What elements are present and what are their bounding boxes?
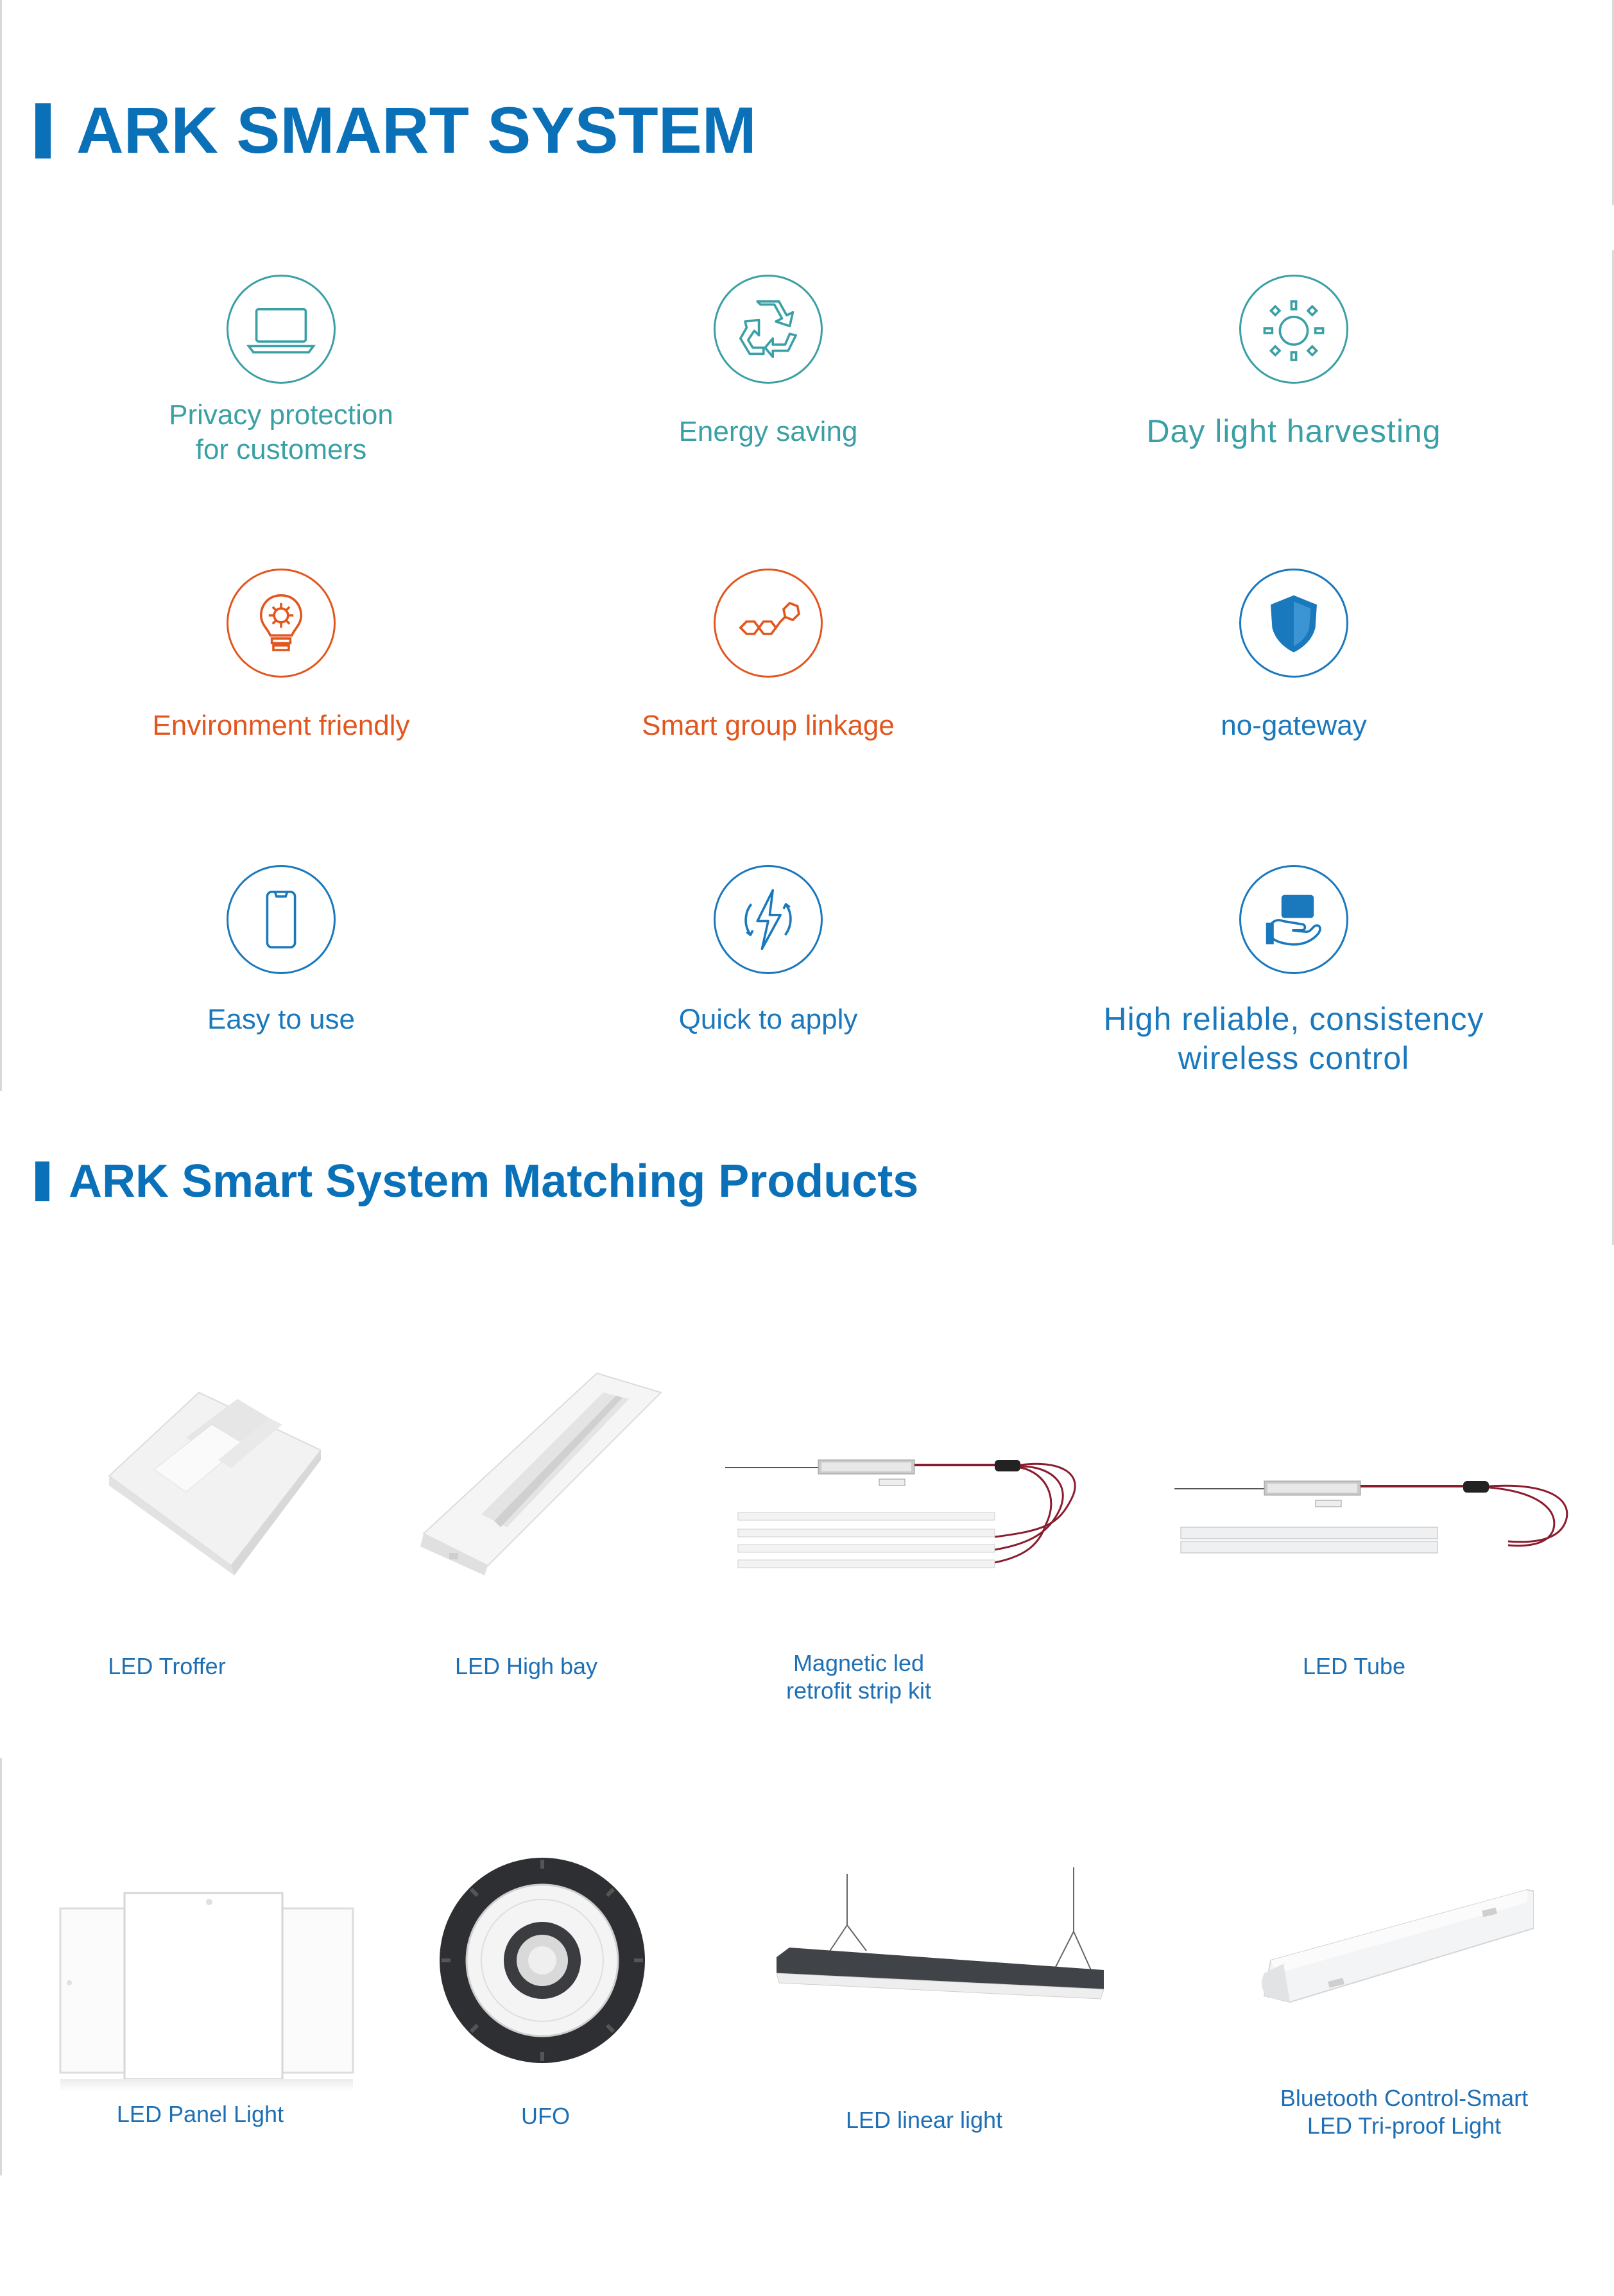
feature-privacy-protection xyxy=(37,275,525,467)
feature-label: Privacy protection for customers xyxy=(169,399,393,465)
led-troffer-image xyxy=(90,1386,321,1579)
page-title xyxy=(35,93,757,168)
feature-label: no-gateway xyxy=(1221,710,1367,741)
feature-smart-group-linkage xyxy=(524,569,1012,743)
feature-label: Smart group linkage xyxy=(642,710,895,741)
feature-quick-to-apply xyxy=(524,865,1012,1037)
heading-bar-marker xyxy=(35,1161,49,1201)
feature-no-gateway xyxy=(1050,569,1538,743)
shield-icon xyxy=(1239,569,1348,678)
lightning-cycle-icon xyxy=(714,865,823,974)
product-label-led-panel-light: LED Panel Light xyxy=(116,2101,284,2127)
left-border-line-2 xyxy=(0,1758,2,2175)
ufo-light-image xyxy=(436,1855,648,2066)
product-label-led-tube: LED Tube xyxy=(1302,1653,1406,1679)
product-label-tri-proof-light: Bluetooth Control-Smart LED Tri-proof Light xyxy=(1280,2085,1529,2139)
hand-control-icon xyxy=(1239,865,1348,974)
product-label-led-linear-light: LED linear light xyxy=(845,2107,1003,2133)
feature-environment-friendly xyxy=(37,569,525,743)
tri-proof-light-image xyxy=(1251,1883,1534,2012)
feature-label: Environment friendly xyxy=(152,710,410,741)
sun-icon xyxy=(1239,275,1348,384)
product-label-ufo: UFO xyxy=(521,2103,570,2129)
product-label-magnetic-strip-kit: Magnetic led retrofit strip kit xyxy=(786,1650,932,1704)
title-bar-marker xyxy=(35,103,51,158)
product-label-led-high-bay: LED High bay xyxy=(454,1653,598,1679)
feature-high-reliable-wireless-control xyxy=(1050,865,1538,1078)
led-linear-light-image xyxy=(777,1867,1110,2015)
magnetic-strip-kit-image xyxy=(725,1447,1085,1575)
hexagon-network-icon xyxy=(714,569,823,678)
led-tube-image xyxy=(1174,1463,1572,1572)
feature-energy-saving xyxy=(524,275,1012,449)
left-border-line xyxy=(0,0,2,1091)
recycle-icon xyxy=(714,275,823,384)
feature-easy-to-use xyxy=(37,865,525,1037)
smartphone-icon xyxy=(227,865,336,974)
lightbulb-icon xyxy=(227,569,336,678)
feature-label: Day light harvesting xyxy=(1146,413,1441,449)
products-heading xyxy=(35,1155,918,1208)
feature-label: Easy to use xyxy=(207,1004,355,1035)
products-heading-text: ARK Smart System Matching Products xyxy=(69,1156,919,1207)
laptop-icon xyxy=(227,275,336,384)
led-panel-light-image xyxy=(58,1887,366,2092)
page-title-text: ARK SMART SYSTEM xyxy=(76,94,757,167)
feature-label: Energy saving xyxy=(678,416,858,447)
product-label-led-troffer: LED Troffer xyxy=(108,1653,226,1679)
feature-daylight-harvesting xyxy=(1050,275,1538,451)
feature-label: Quick to apply xyxy=(678,1004,858,1035)
led-high-bay-image xyxy=(411,1367,667,1585)
feature-label: High reliable, consistency wireless control xyxy=(1103,1001,1484,1076)
